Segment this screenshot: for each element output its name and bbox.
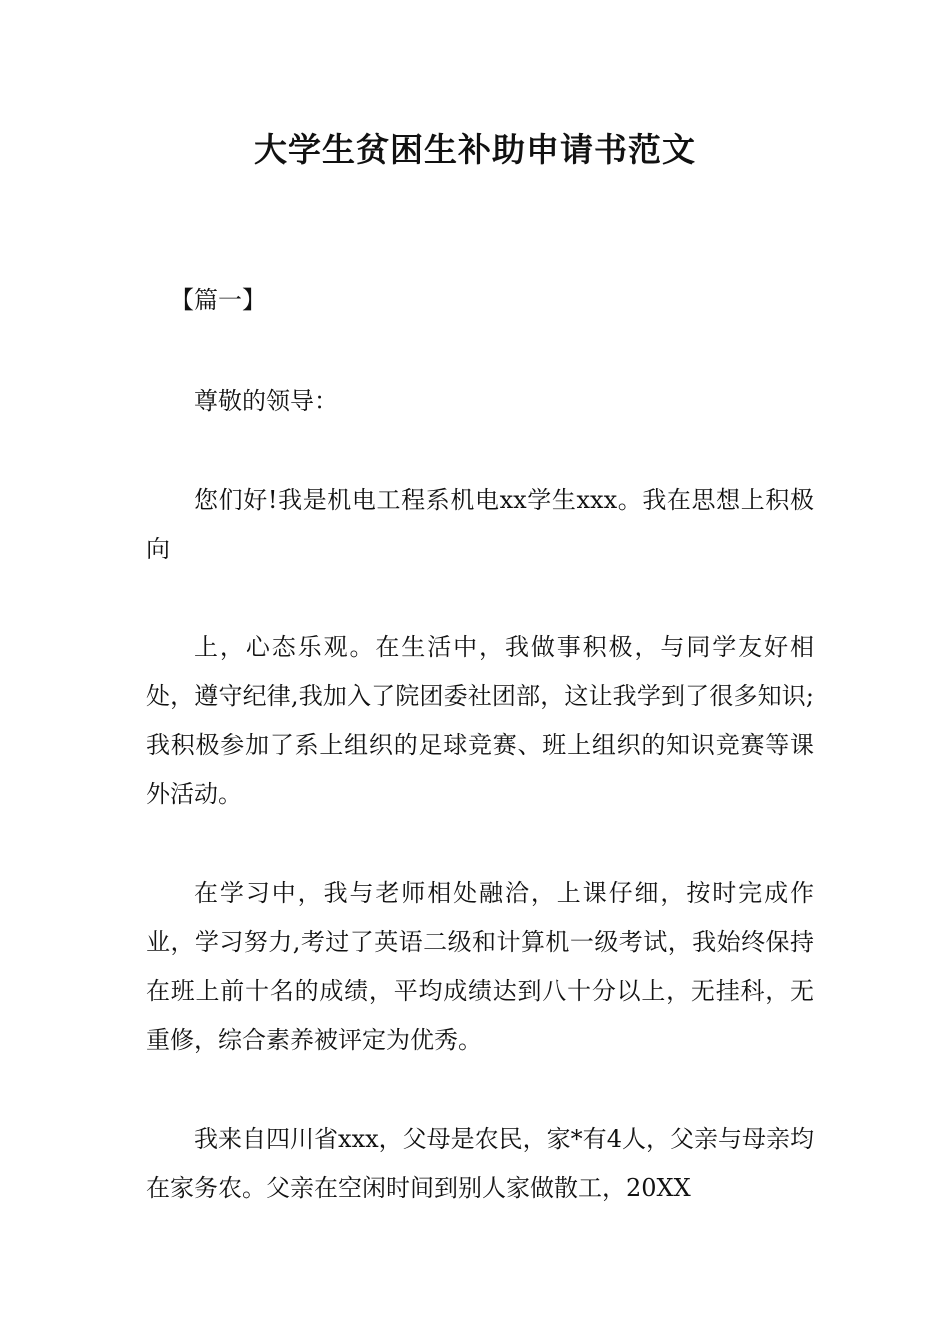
salutation: 尊敬的领导： — [194, 387, 338, 415]
paragraph-study: 在学习中，我与老师相处融洽，上课仔细，按时完成作业，学习努力,考过了英语二级和计算机一级考试，我始终保持在班上前十名的成绩，平均成绩达到八十分以上，无挂科，无重修，综合素养被评定为优秀。 — [146, 879, 814, 1054]
section-label: 【篇一】 — [170, 286, 266, 314]
paragraph-introduction: 您们好!我是机电工程系机电xx学生xxx。我在思想上积极向 — [146, 486, 814, 563]
paragraph-life: 上，心态乐观。在生活中，我做事积极，与同学友好相处，遵守纪律,我加入了院团委社团部，这让我学到了很多知识;我积极参加了系上组织的足球竞赛、班上组织的知识竞赛等课外活动。 — [146, 633, 814, 808]
document-title: 大学生贫困生补助申请书范文 — [254, 130, 696, 169]
paragraph-family: 我来自四川省xxx，父母是农民，家*有4人，父亲与母亲均在家务农。父亲在空闲时间到别人家做散工，20XX — [146, 1125, 814, 1202]
